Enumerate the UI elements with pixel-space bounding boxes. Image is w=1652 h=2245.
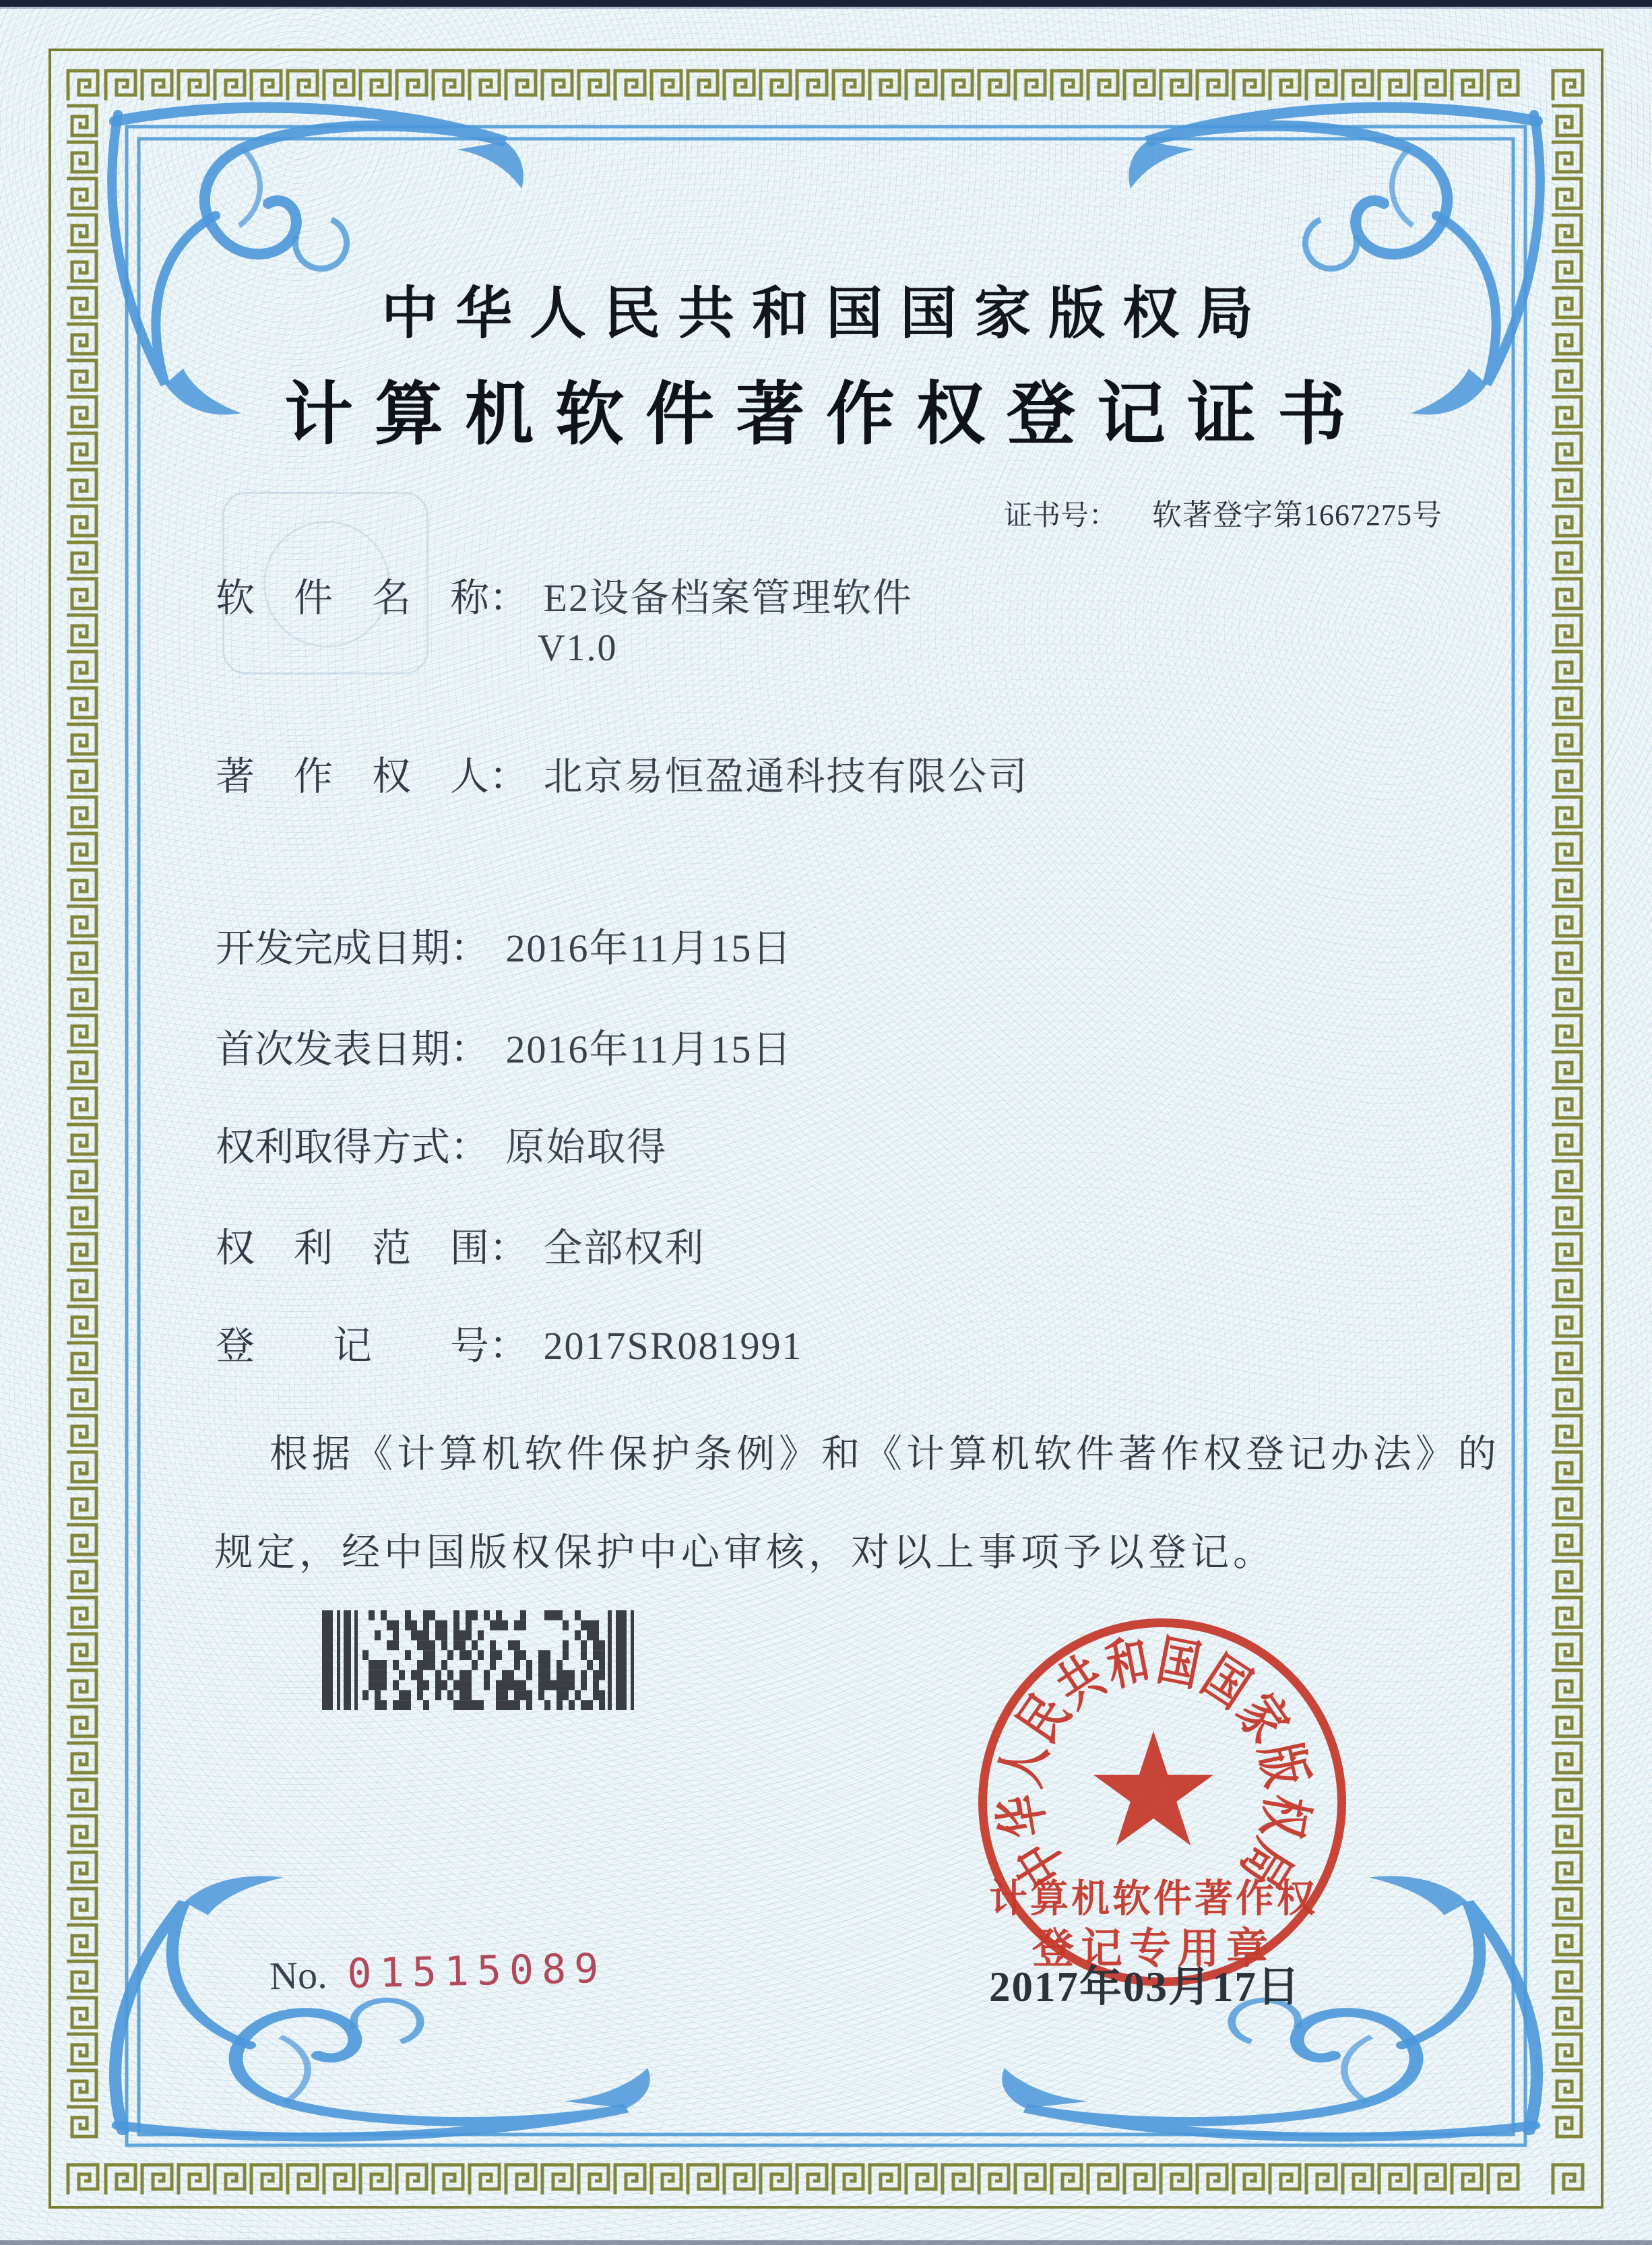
scan-edge-top-shadow: [0, 7, 1652, 9]
issue-date: 2017年03月17日: [989, 1963, 1301, 2011]
serial-label: No.: [269, 1953, 328, 1998]
seal-star-icon: [1079, 1716, 1228, 1868]
field-value: 2016年11月15日: [505, 1027, 793, 1071]
field-row-rights-acquisition: [216, 1115, 668, 1172]
statement-line-1: 根据《计算机软件保护条例》和《计算机软件著作权登记办法》的: [269, 1433, 1500, 1476]
field-value: 全部权利: [543, 1226, 705, 1270]
seal-ring-char: 人: [991, 1738, 1058, 1792]
field-row-copyright-holder: [216, 745, 1029, 801]
field-row-software-name: [216, 566, 913, 623]
seal-ring-char: 和: [1102, 1631, 1155, 1698]
software-version: V1.0: [538, 627, 618, 669]
field-row-first-publication-date: [216, 1017, 792, 1074]
field-label: 首次发表日期：: [216, 1027, 490, 1071]
barcode: [322, 1610, 637, 1710]
scan-edge-top: [0, 0, 1652, 7]
field-value: 北京易恒盈通科技有限公司: [543, 755, 1029, 798]
field-label: 登 记 号：: [216, 1324, 529, 1368]
seal-ring-char: 共: [1047, 1647, 1115, 1720]
field-label: 权利取得方式：: [216, 1125, 490, 1169]
scan-edge-bottom: [0, 2240, 1652, 2245]
seal-caption-line1: 计算机软件著作权: [989, 1878, 1318, 1920]
seal-ring-char: 中: [1005, 1829, 1079, 1897]
certificate-number-label: 证书号：: [1004, 501, 1118, 532]
field-label: 开发完成日期：: [216, 926, 490, 970]
certificate-number-row: [1004, 491, 1442, 534]
statement-line-2: 规定，经中国版权保护中心审核，对以上事项予以登记。: [214, 1531, 1275, 1574]
field-row-completion-date: [216, 916, 792, 973]
serial-number-row: [269, 1945, 607, 1999]
authority-name: 中华人民共和国国家版权局: [381, 283, 1271, 346]
field-row-registration-number: [216, 1314, 802, 1370]
seal-ring-char: 国: [1192, 1647, 1260, 1720]
seal-ring-char: 民: [1008, 1684, 1081, 1753]
seal-ring-char: 国: [1152, 1631, 1205, 1698]
field-value: E2设备档案管理软件: [543, 576, 913, 620]
field-label: 软 件 名 称：: [216, 576, 529, 620]
field-label: 著 作 权 人：: [216, 755, 529, 798]
field-value: 原始取得: [505, 1125, 668, 1169]
field-value: 2017SR081991: [543, 1324, 803, 1368]
field-value: 2016年11月15日: [505, 926, 793, 970]
seal-caption-line2: 登记专用章: [1031, 1926, 1275, 1972]
seal-ring-char: 家: [1226, 1684, 1299, 1753]
seal-ring-char: 华: [990, 1790, 1057, 1842]
certificate-title: 计算机软件著作权登记证书: [284, 377, 1368, 453]
serial-number: 01515089: [346, 1944, 608, 1998]
seal-ring-char: 权: [1250, 1790, 1316, 1842]
corner-flourish-bottom-left: [115, 1876, 650, 2137]
certificate-number-value: 软著登字第1667275号: [1152, 499, 1443, 532]
field-label: 权 利 范 围：: [216, 1226, 529, 1270]
field-row-rights-scope: [216, 1216, 705, 1273]
seal-ring-char: 局: [1228, 1829, 1302, 1897]
seal-ring-char: 版: [1248, 1738, 1316, 1792]
